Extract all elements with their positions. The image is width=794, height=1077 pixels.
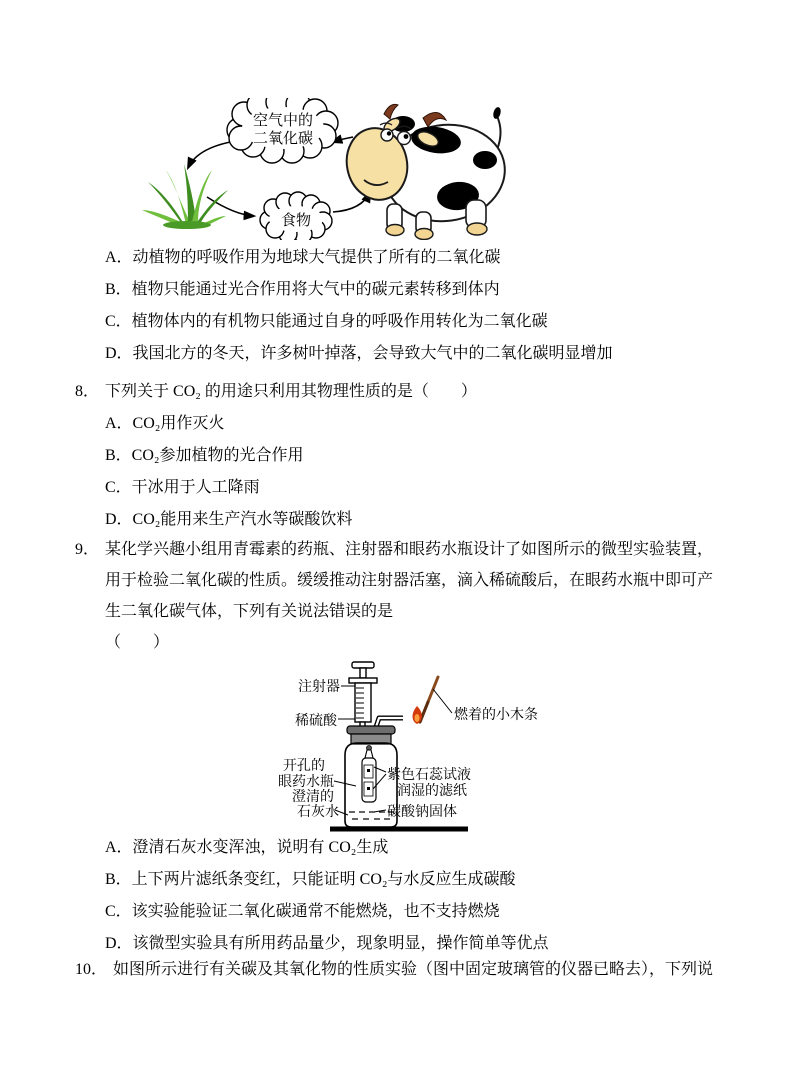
question-10-number: 10．	[75, 961, 108, 978]
label-litmus-line1: 紫色石蕊试液	[387, 768, 471, 783]
question-9-stem-line1: 某化学兴趣小组用青霉素的药瓶、注射器和眼药水瓶设计了如图所示的微型实验装置，	[105, 541, 714, 558]
label-holed-bottle-line1: 开孔的	[283, 759, 325, 774]
label-limewater-line1: 澄清的	[292, 790, 334, 805]
question-7-options	[105, 242, 613, 370]
experiment-figure	[278, 655, 588, 835]
cow	[340, 104, 511, 239]
question-9-options	[105, 832, 549, 960]
question-7-option-a: A．动植物的呼吸作用为地球大气提供了所有的二氧化碳	[105, 249, 501, 266]
label-limewater-line2: 石灰水	[297, 805, 339, 820]
question-9-stem-line3: 生二氧化碳气体，下列有关说法错误的是	[105, 603, 394, 620]
question-8-option-b: B．CO₂参加植物的光合作用	[105, 447, 304, 464]
question-10	[75, 954, 713, 986]
label-burning-splint: 燃着的小木条	[454, 708, 538, 723]
question-8	[75, 376, 477, 536]
eye-drop-bottle	[362, 746, 376, 803]
question-9-option-b: B．上下两片滤纸条变红，只能证明 CO₂与水反应生成碳酸	[105, 871, 516, 888]
stopper	[347, 726, 395, 744]
label-sodium-carbonate: 碳酸钠固体	[387, 805, 457, 820]
question-7-option-b: B．植物只能通过光合作用将大气中的碳元素转移到体内	[105, 281, 500, 298]
label-dilute-sulfuric-acid: 稀硫酸	[295, 714, 337, 729]
label-syringe: 注射器	[298, 680, 340, 695]
question-10-stem-text: 如图所示进行有关碳及其氧化物的性质实验（图中固定玻璃管的仪器已略去），下列说	[113, 961, 714, 978]
question-8-option-d: D．CO₂能用来生产汽水等碳酸饮料	[105, 511, 353, 528]
question-8-number: 8．	[75, 383, 100, 400]
question-9-option-c: C．该实验能验证二氧化碳通常不能燃烧，也不支持燃烧	[105, 903, 500, 920]
cloud-food-text: 食物	[280, 213, 312, 229]
question-9-option-a: A．澄清石灰水变浑浊，说明有 CO₂生成	[105, 839, 389, 856]
question-8-option-c: C．干冰用于人工降雨	[105, 479, 260, 496]
question-9-stem-line2: 用于检验二氧化碳的性质。缓缓推动注射器活塞，滴入稀硫酸后，在眼药水瓶中即可产	[105, 572, 714, 589]
cow-horn-left	[384, 104, 398, 119]
cloud-food	[260, 192, 332, 240]
question-8-option-a: A．CO₂用作灭火	[105, 415, 225, 432]
question-9-stem	[75, 534, 713, 658]
question-7-option-d: D．我国北方的冬天，许多树叶掉落，会导致大气中的二氧化碳明显增加	[105, 345, 613, 362]
question-7-option-c: C．植物体内的有机物只能通过自身的呼吸作用转化为二氧化碳	[105, 313, 548, 330]
cloud-co2	[227, 98, 338, 163]
question-9-number: 9．	[75, 541, 100, 558]
cow-tail-tuft	[492, 106, 502, 119]
question-9-stem-bracket: （ ）	[105, 634, 170, 651]
syringe	[349, 662, 377, 730]
burning-splint	[413, 677, 439, 724]
carbon-cycle-figure	[140, 98, 515, 240]
arrow-grass-to-food	[207, 197, 254, 216]
question-9-option-d: D．该微型实验具有所用药品量少，现象明显，操作简单等优点	[105, 935, 549, 952]
label-holed-bottle-line2: 眼药水瓶	[278, 775, 334, 790]
label-litmus-line2: 润湿的滤纸	[397, 784, 467, 799]
cloud-co2-text-line2: 二氧化碳	[252, 131, 314, 147]
question-8-stem-text: 下列关于 CO₂ 的用途只利用其物理性质的是（ ）	[105, 383, 477, 400]
cloud-co2-text-line1: 空气中的	[252, 113, 314, 129]
grass	[142, 164, 228, 229]
question-8-stem	[75, 376, 477, 408]
